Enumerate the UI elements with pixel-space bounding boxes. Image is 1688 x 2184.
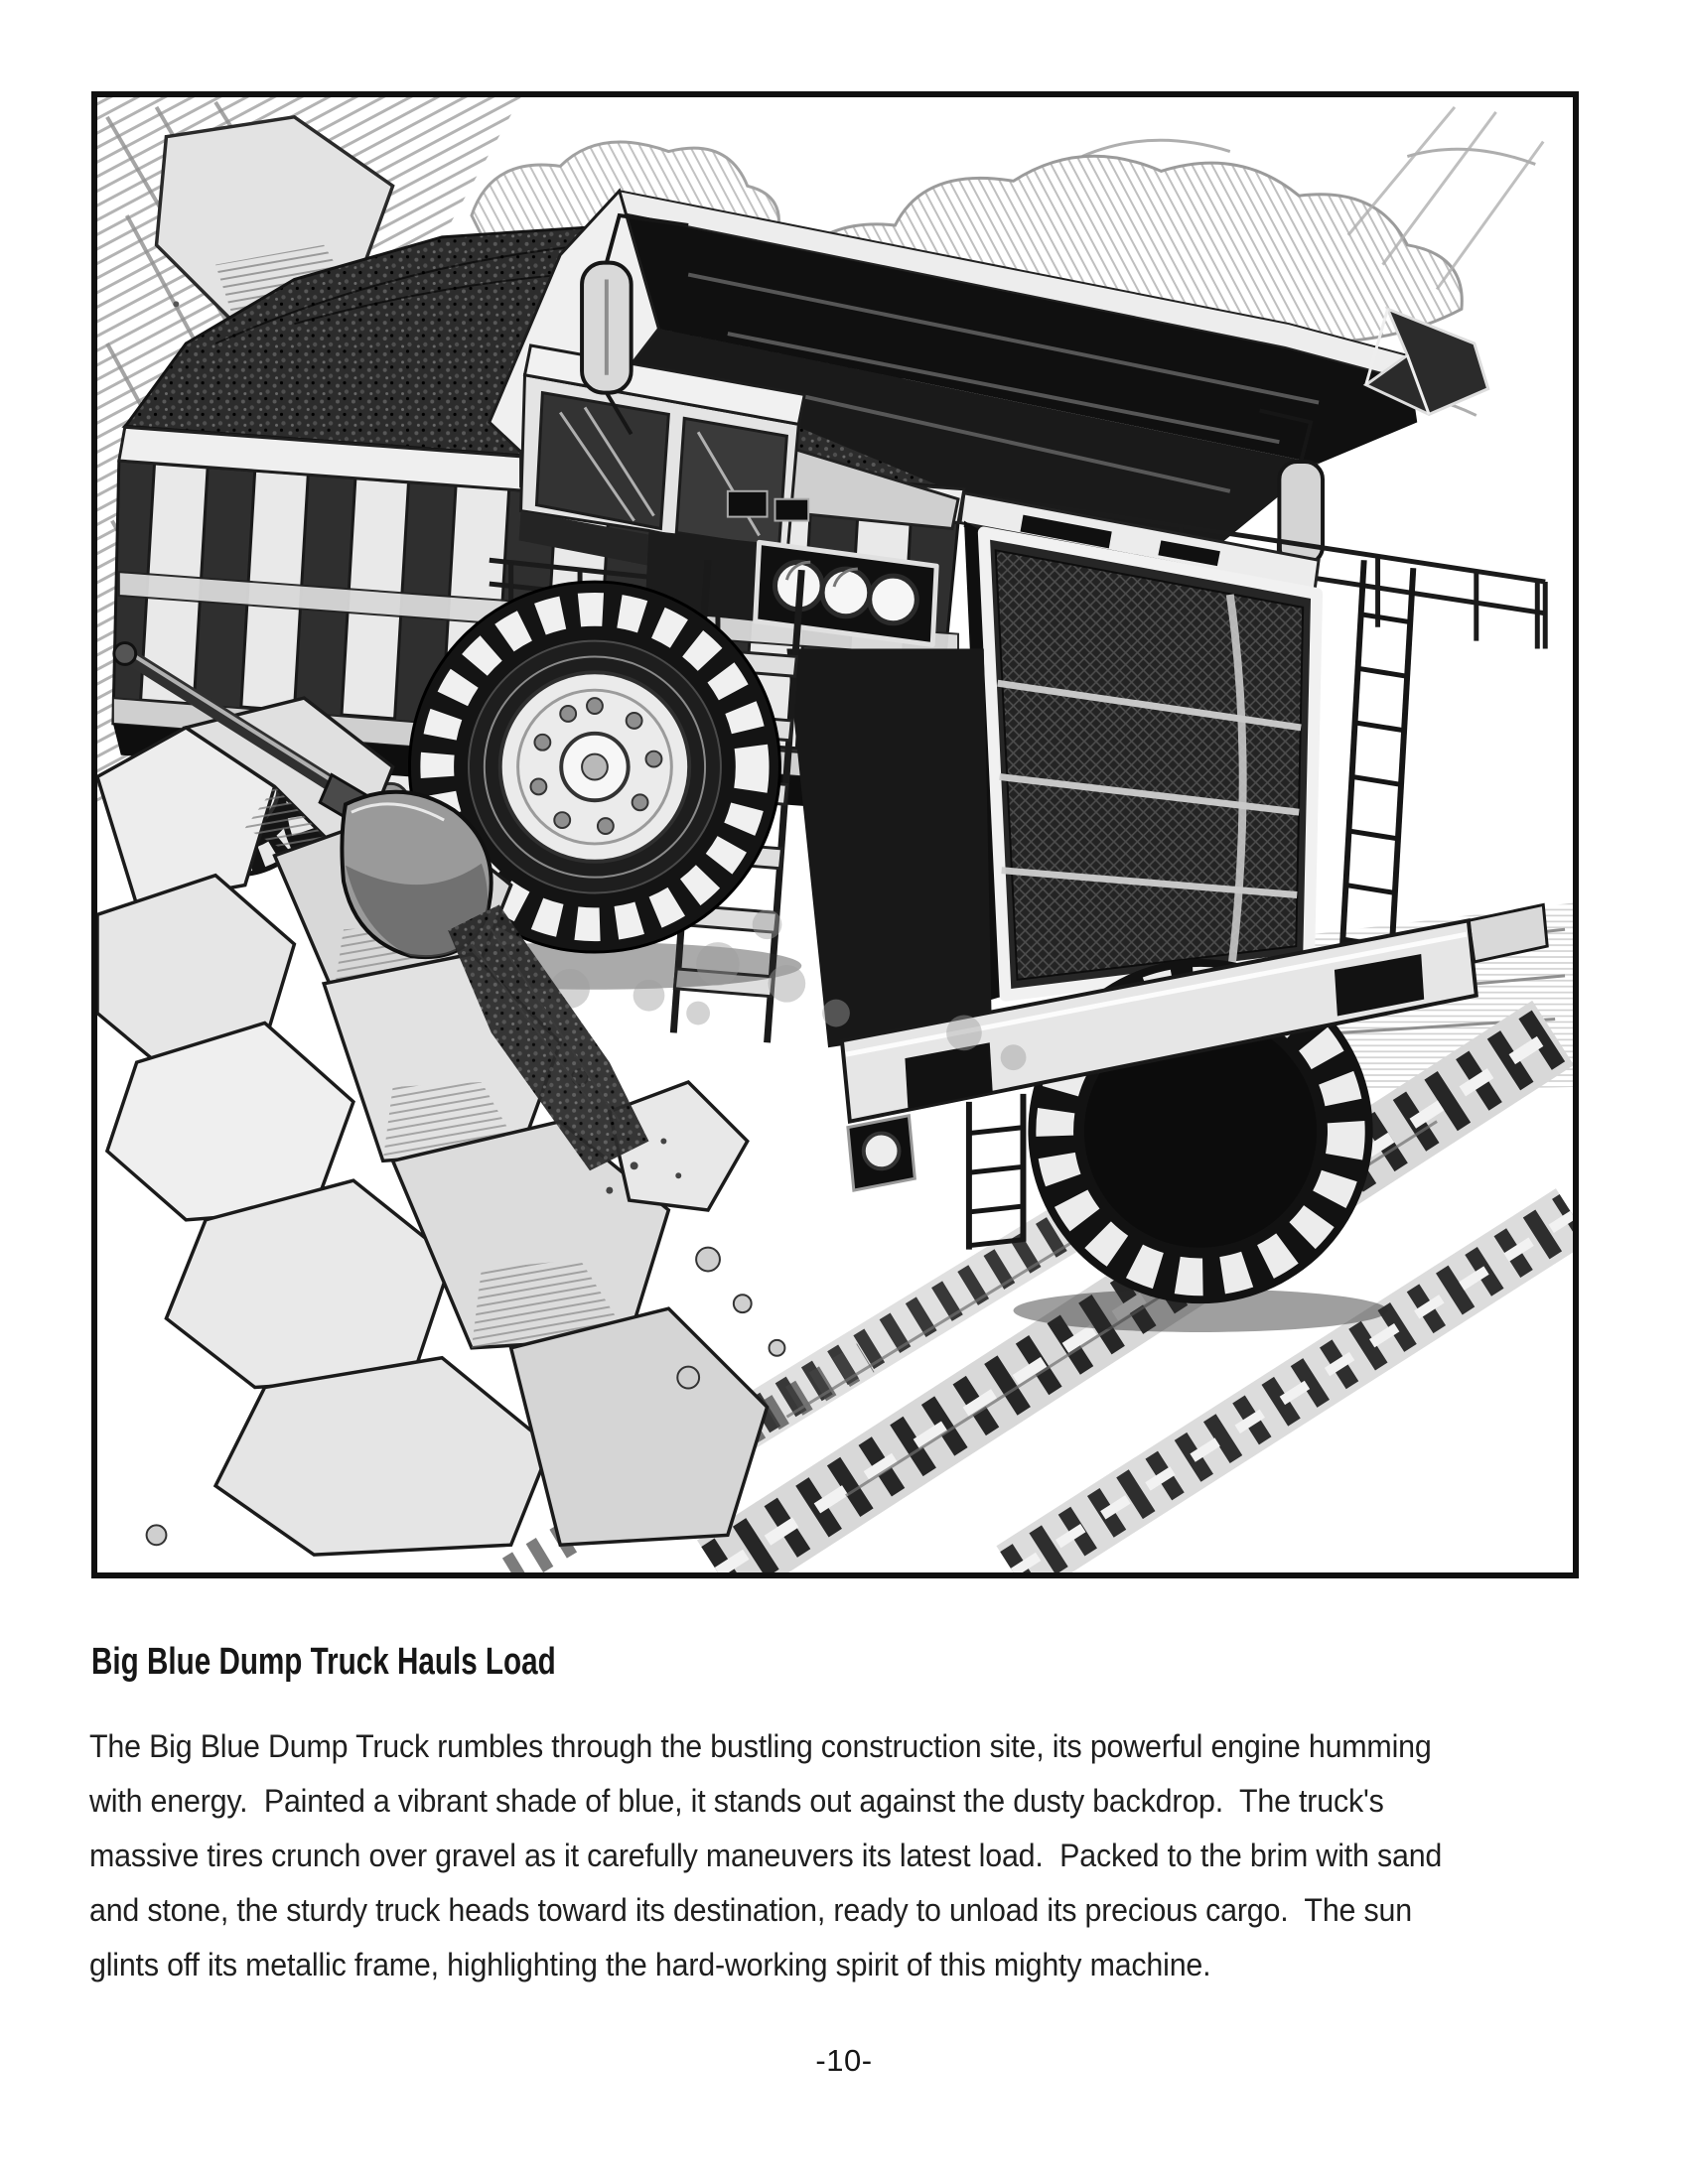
body-line: The Big Blue Dump Truck rumbles through the bustling construction site, its powerful engine humming (89, 1728, 1432, 1764)
body-line: with energy. Painted a vibrant shade of blue, it stands out against the dusty backdrop. The truck's (89, 1783, 1384, 1819)
article-body (89, 1719, 1442, 1992)
dump-truck-illustration (97, 97, 1573, 1572)
radiator-grille (960, 493, 1319, 1002)
page-number: -10- (815, 2043, 873, 2078)
article-heading: Big Blue Dump Truck Hauls Load (91, 1641, 556, 1684)
body-line: massive tires crunch over gravel as it carefully maneuvers its latest load. Packed to the brim with sand (89, 1838, 1443, 1873)
body-line: and stone, the sturdy truck heads toward its destination, ready to unload its precious cargo. The sun (89, 1892, 1412, 1928)
figure-frame (91, 91, 1579, 1578)
body-line: glints off its metallic frame, highlighting the hard-working spirit of this mighty machine. (89, 1947, 1211, 1982)
